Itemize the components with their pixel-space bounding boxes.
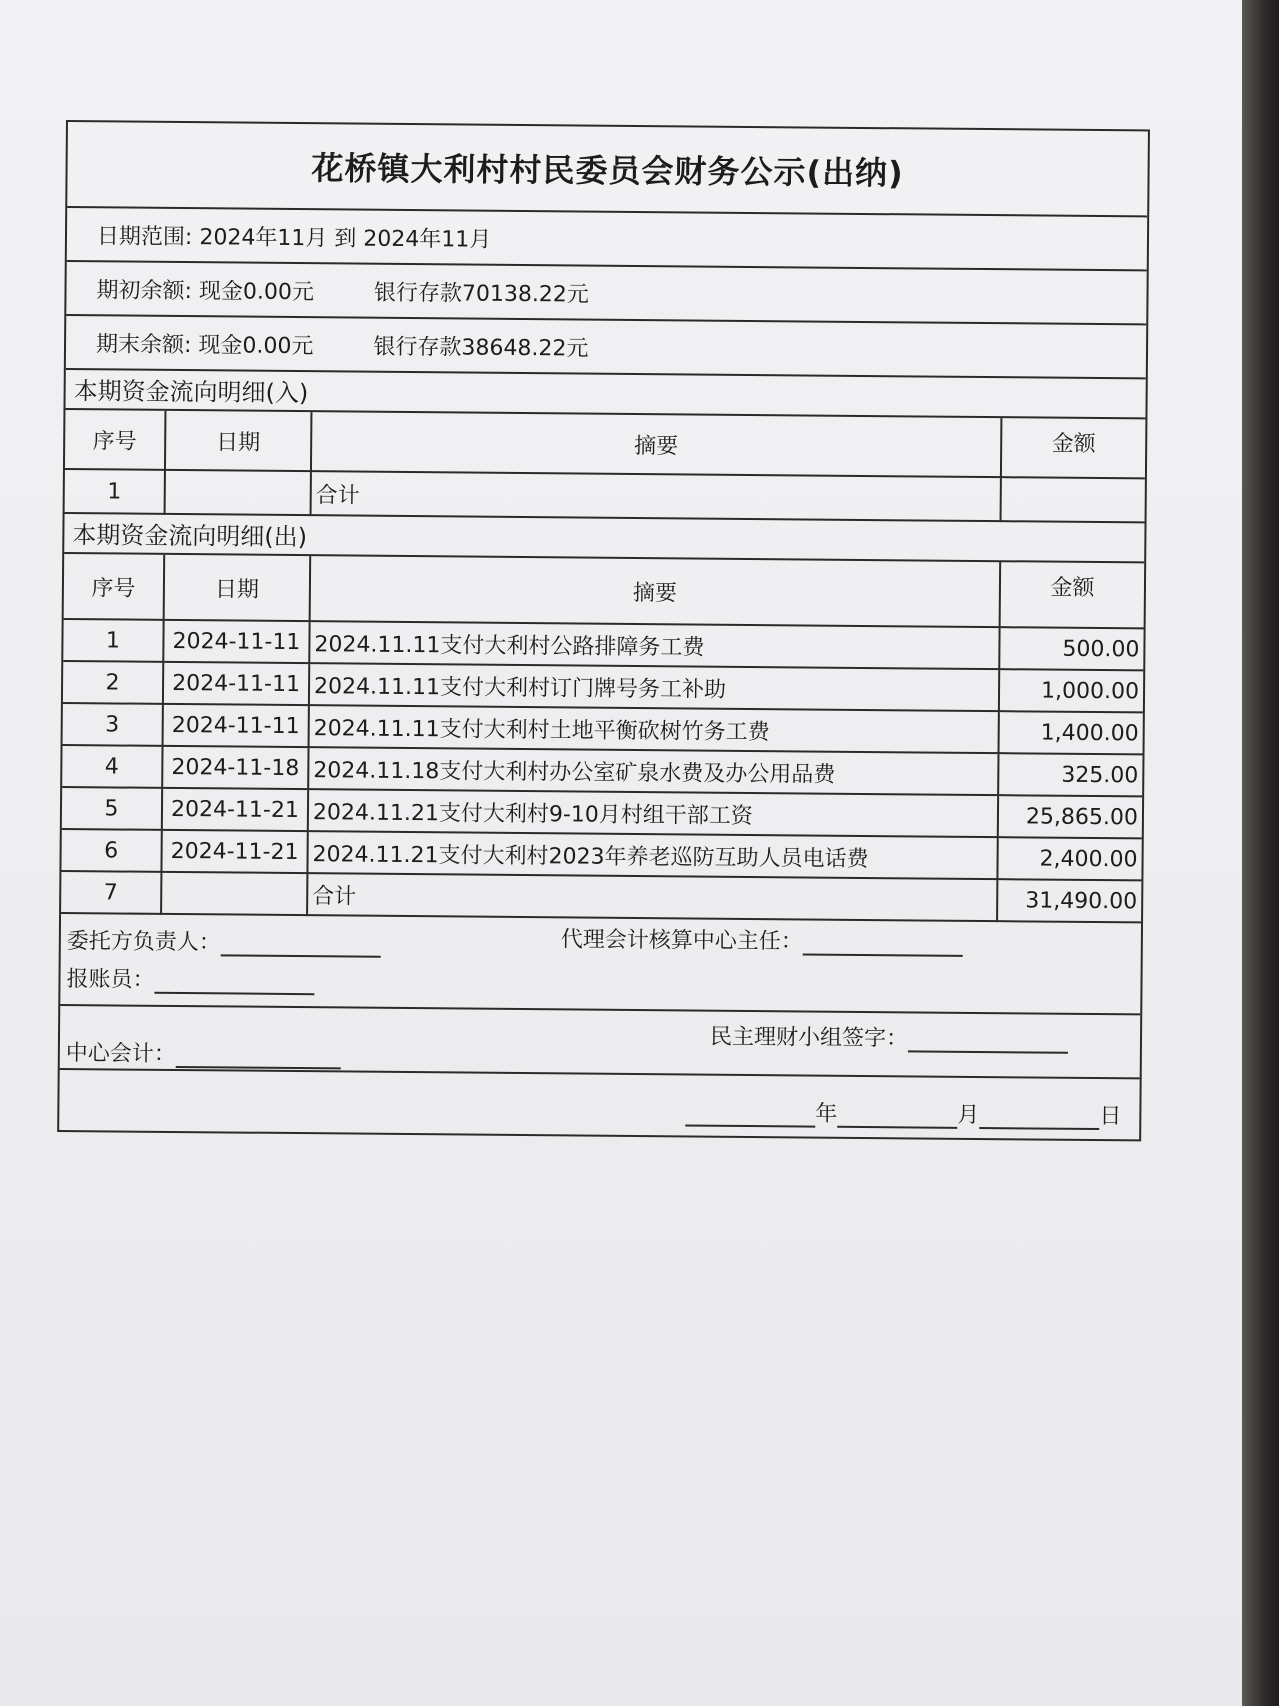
table-row [65, 469, 1145, 522]
income-header-summary: 摘要 [311, 412, 1001, 477]
expense-table [61, 554, 1144, 923]
signature-date [685, 1095, 1121, 1130]
expense-header-row [64, 554, 1145, 628]
expense-cell-date: 2024-11-21 [161, 830, 307, 873]
center-director-label: 代理会计核算中心主任： [560, 927, 803, 955]
expense-cell-date: 2024-11-11 [163, 704, 309, 747]
expense-cell-seq: 4 [62, 745, 162, 788]
income-header-seq: 序号 [65, 410, 166, 470]
expense-cell-summary: 2024.11.18支付大利村办公室矿泉水费及办公用品费 [308, 747, 998, 795]
expense-cell-seq: 6 [61, 829, 161, 872]
expense-cell-summary: 2024.11.11支付大利村公路排障务工费 [309, 621, 999, 669]
expense-cell-seq: 1 [63, 619, 163, 662]
opening-balance-row [66, 262, 1146, 325]
expense-cell-amount: 31,490.00 [997, 879, 1141, 922]
opening-cash: 期初余额: 现金0.00元 [96, 277, 315, 305]
income-table [65, 410, 1146, 523]
year-label: 年 [815, 1101, 838, 1127]
expense-header-seq: 序号 [64, 554, 165, 620]
expense-header-date: 日期 [164, 555, 311, 621]
finance-group-label: 民主理财小组签字： [709, 1024, 909, 1052]
closing-balance-row [66, 316, 1146, 379]
expense-cell-seq: 3 [63, 703, 163, 746]
expense-cell-summary: 2024.11.21支付大利村2023年养老巡防互助人员电话费 [307, 831, 997, 879]
center-accountant-signature [66, 1036, 341, 1069]
expense-cell-date: 2024-11-11 [163, 662, 309, 705]
expense-cell-date [161, 872, 307, 915]
client-head-label: 委托方负责人： [66, 929, 221, 956]
finance-disclosure-form [57, 120, 1150, 1141]
expense-cell-amount: 325.00 [998, 753, 1142, 796]
expense-cell-amount: 2,400.00 [997, 837, 1141, 880]
center-director-blank [803, 933, 963, 956]
day-label: 日 [1099, 1104, 1122, 1130]
center-accountant-blank [176, 1046, 341, 1069]
expense-cell-date: 2024-11-11 [163, 620, 309, 663]
center-director-signature [561, 922, 963, 957]
month-blank [837, 1106, 957, 1129]
expense-cell-summary: 2024.11.11支付大利村订门牌号务工补助 [309, 663, 999, 711]
bookkeeper-signature [66, 962, 314, 995]
bookkeeper-label: 报账员： [66, 967, 155, 993]
client-head-signature [67, 924, 381, 958]
opening-bank: 银行存款70138.22元 [373, 280, 589, 308]
income-section-title: 本期资金流向明细(入) [65, 370, 1145, 419]
finance-group-blank [908, 1030, 1068, 1053]
income-header-date: 日期 [165, 411, 312, 471]
center-accountant-label: 中心会计： [65, 1041, 176, 1067]
expense-cell-date: 2024-11-21 [162, 788, 308, 831]
date-range: 日期范围: 2024年11月 到 2024年11月 [96, 223, 492, 253]
expense-header-summary: 摘要 [310, 556, 1001, 627]
income-header-amount: 金额 [1001, 418, 1146, 478]
date-signature-row [59, 1070, 1139, 1139]
client-head-blank [221, 934, 381, 957]
income-header-row [65, 410, 1145, 478]
closing-cash: 期末余额: 现金0.00元 [95, 331, 314, 359]
day-blank [979, 1107, 1099, 1130]
expense-section-title: 本期资金流向明细(出) [64, 514, 1144, 563]
expense-cell-amount: 1,000.00 [999, 669, 1143, 712]
date-range-row [67, 208, 1147, 271]
month-label: 月 [957, 1102, 980, 1129]
income-cell-seq: 1 [65, 469, 165, 514]
income-cell-amount [1001, 477, 1145, 522]
expense-cell-summary: 2024.11.21支付大利村9-10月村组干部工资 [308, 789, 998, 837]
bookkeeper-blank [154, 972, 314, 995]
expense-cell-seq: 7 [61, 871, 161, 914]
expense-cell-summary: 2024.11.11支付大利村土地平衡砍树竹务工费 [309, 705, 999, 753]
finance-group-signature [710, 1020, 1068, 1054]
expense-header-amount: 金额 [1000, 562, 1145, 628]
expense-cell-amount: 500.00 [999, 627, 1143, 670]
income-cell-date [165, 470, 311, 515]
background-edge [1242, 0, 1279, 1706]
year-blank [685, 1104, 815, 1127]
signature-row-2 [60, 1006, 1141, 1079]
income-cell-summary: 合计 [311, 471, 1001, 521]
expense-cell-amount: 1,400.00 [999, 711, 1143, 754]
expense-cell-seq: 2 [63, 661, 163, 704]
expense-cell-seq: 5 [62, 787, 162, 830]
expense-cell-amount: 25,865.00 [998, 795, 1142, 838]
closing-bank: 银行存款38648.22元 [373, 334, 589, 362]
expense-cell-summary: 合计 [307, 873, 997, 921]
form-title: 花桥镇大利村村民委员会财务公示(出纳) [67, 122, 1148, 217]
signature-row-1 [60, 914, 1141, 1015]
expense-cell-date: 2024-11-18 [162, 746, 308, 789]
